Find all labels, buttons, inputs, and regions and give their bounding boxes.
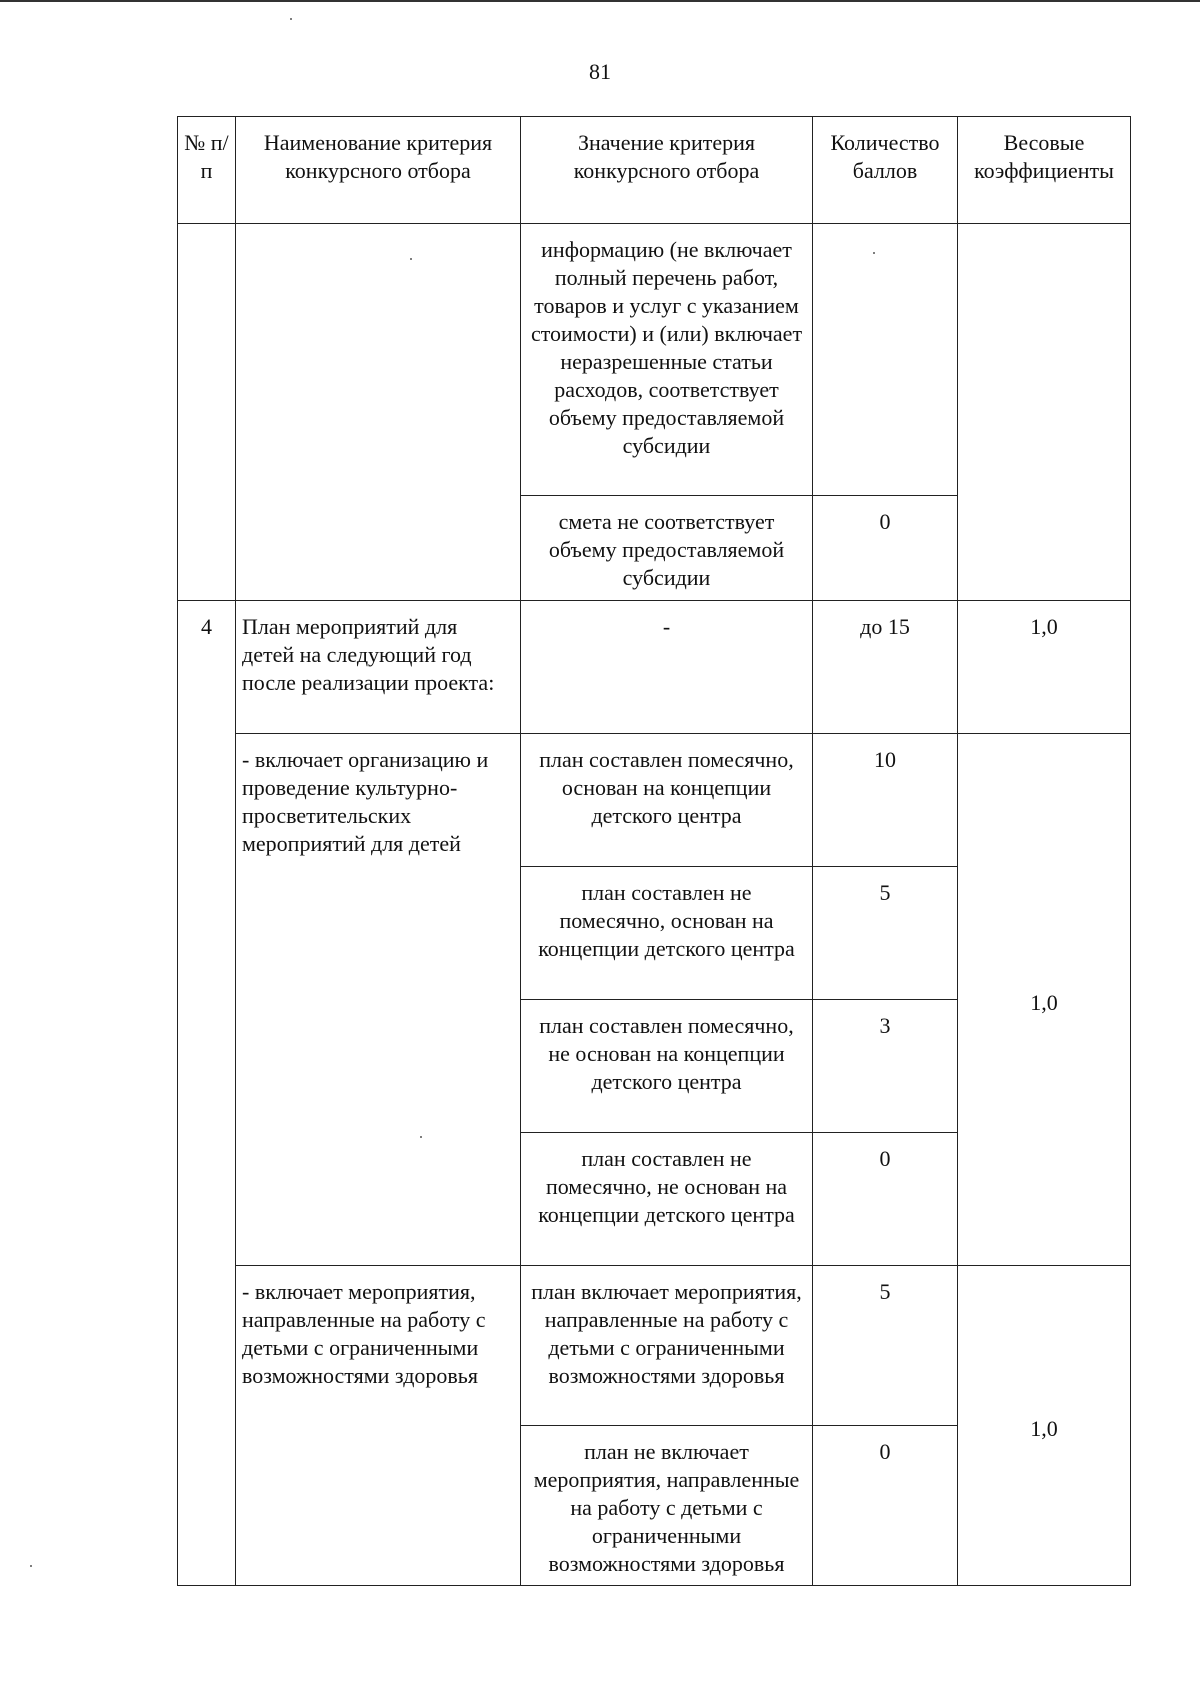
continuation-points-2: 0 [813, 496, 958, 601]
continuation-name-cell [236, 224, 521, 601]
scan-speck [290, 18, 292, 20]
scan-speck [30, 1565, 32, 1567]
continuation-value-1: информацию (не включает полный перечень работ, товаров и услуг с указанием стоимости) и (или) включает неразрешенные статьи расходов, соответствует объему предоставляемой субсидии [521, 224, 813, 496]
sub-b-option-points: 0 [813, 1426, 958, 1586]
header-criterion-value: Значение критерия конкурсного отбора [521, 117, 813, 224]
sub-a-option-points: 5 [813, 867, 958, 1000]
header-points: Количество баллов [813, 117, 958, 224]
scan-speck [873, 252, 875, 254]
sub-b-option-value: план не включает мероприятия, направленные на работу с детьми с ограниченными возможностями здоровья [521, 1426, 813, 1586]
sub-b-name: - включает мероприятия, направленные на работу с детьми с ограниченными возможностями здоровья [236, 1266, 521, 1586]
sub-a-option-value: план составлен помесячно, основан на концепции детского центра [521, 734, 813, 867]
sub-a-option-value: план составлен не помесячно, основан на концепции детского центра [521, 867, 813, 1000]
criterion-4-name: План мероприятий для детей на следующий год после реализации проекта: [236, 601, 521, 734]
table-row [178, 1266, 1131, 1426]
header-weight: Весовые коэффициенты [958, 117, 1131, 224]
sub-a-option-points: 0 [813, 1133, 958, 1266]
page-number: 81 [589, 59, 611, 84]
sub-a-name: - включает организацию и проведение культурно-просветительских мероприятий для детей [236, 734, 521, 1266]
scan-speck [420, 1136, 422, 1138]
continuation-value-2: смета не соответствует объему предоставляемой субсидии [521, 496, 813, 601]
sub-b-weight: 1,0 [958, 1266, 1131, 1586]
table-row [178, 601, 1131, 734]
table-row [178, 224, 1131, 496]
sub-a-option-points: 10 [813, 734, 958, 867]
scan-speck [410, 258, 412, 260]
sub-a-weight: 1,0 [958, 734, 1131, 1266]
scan-top-edge [0, 0, 1200, 2]
sub-a-option-value: план составлен не помесячно, не основан на концепции детского центра [521, 1133, 813, 1266]
sub-b-option-points: 5 [813, 1266, 958, 1426]
header-num: № п/п [178, 117, 236, 224]
criterion-4-num: 4 [178, 601, 236, 1586]
table-row [178, 734, 1131, 867]
continuation-weight-cell [958, 224, 1131, 601]
sub-a-option-points: 3 [813, 1000, 958, 1133]
header-criterion-name: Наименование критерия конкурсного отбора [236, 117, 521, 224]
criterion-4-points: до 15 [813, 601, 958, 734]
criteria-table [177, 116, 1131, 1586]
criterion-4-weight: 1,0 [958, 601, 1131, 734]
sub-a-option-value: план составлен помесячно, не основан на концепции детского центра [521, 1000, 813, 1133]
continuation-points-1 [813, 224, 958, 496]
sub-b-option-value: план включает мероприятия, направленные на работу с детьми с ограниченными возможностями здоровья [521, 1266, 813, 1426]
criterion-4-value: - [521, 601, 813, 734]
table-header-row [178, 117, 1131, 224]
continuation-num-cell [178, 224, 236, 601]
